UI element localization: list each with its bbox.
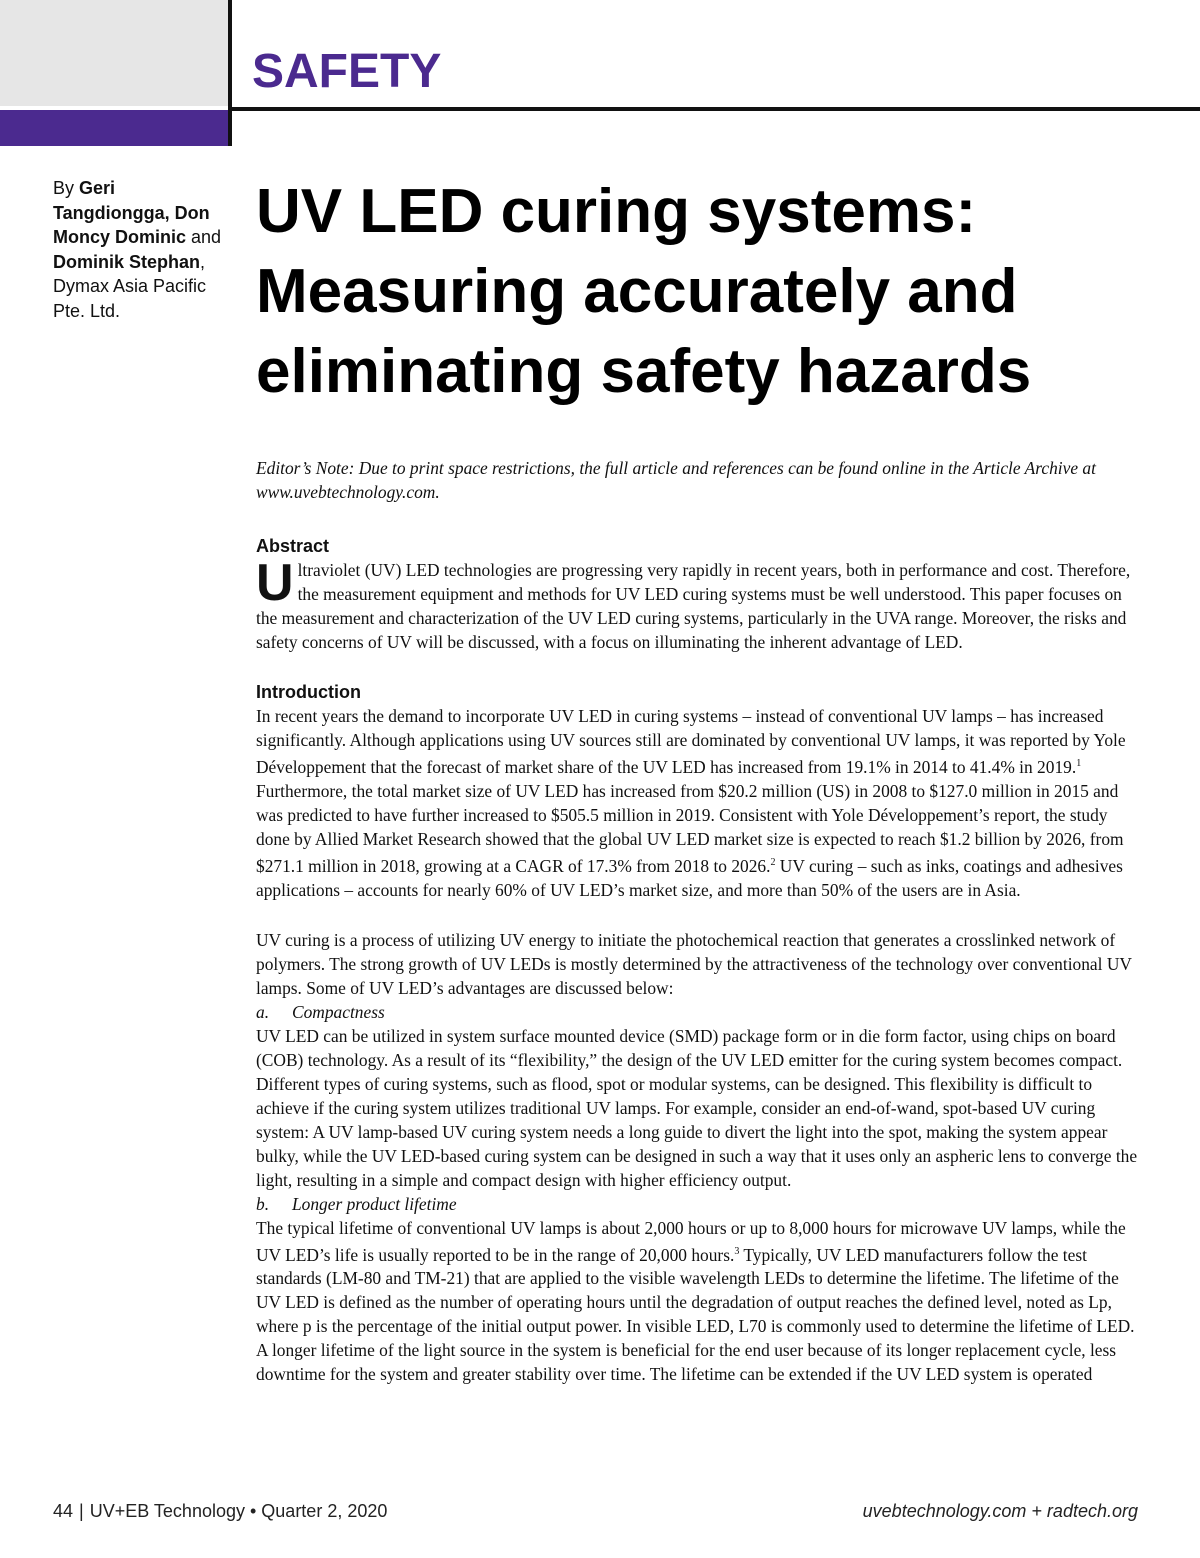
introduction-heading: Introduction	[256, 682, 361, 702]
page-number: 44	[53, 1501, 74, 1521]
header-horizontal-rule	[232, 107, 1200, 111]
header-grey-block	[0, 0, 228, 106]
byline-author-2: Dominik Stephan	[53, 251, 201, 272]
abstract-text: ltraviolet (UV) LED technologies are progressing very rapidly in recent years, both in performance and cost. Therefore, the measurement equipment and methods for UV LED curing systems must be well understood. This paper focuses on the measurement and characterization of the UV LED curing systems, particularly in the UVA range. Moreover, the risks and safety concerns of UV will be discussed, with a focus on illuminating the inherent advantage of LED.	[256, 560, 1131, 652]
subsection-a-title: Compactness	[292, 1001, 385, 1022]
footnote-ref-1: 1	[1076, 758, 1082, 769]
subsection-b-title: Longer product lifetime	[292, 1193, 457, 1214]
intro-p4-text-a: The typical lifetime of conventional UV lamps is about 2,000 hours or up to 8,000 hours for microwave UV lamps, while the UV LED’s life is usually reported to be in the range of 20,000 hours.	[256, 1217, 1126, 1265]
intro-p1-text-b: Furthermore, the total market size of UV LED has increased from $20.2 million (US) in 2008 to $127.0 million in 2015 and was predicted to have further increased to $505.5 million in 2019. Consistent with Yole Développement’s report, the study done by Allied Market Research showed that the global UV LED market size is expected to reach $1.2 billion by 2026, from $271.1 million in 2018, growing at a CAGR of 17.3% from 2018 to 2026.	[256, 780, 1124, 876]
footnote-ref-3: 3	[734, 1245, 740, 1257]
intro-paragraph-3: UV LED can be utilized in system surface mounted device (SMD) package form or in die form factor, using chips on board (COB) technology. As a result of its “flexibility,” the design of the UV LED emitter for the curing system becomes compact. Different types of curing systems, such as flood, spot or modular systems, can be designed. This flexibility is difficult to achieve if the curing system utilizes traditional UV lamps. For example, consider an end-of-wand, spot-based UV curing system: A UV lamp-based UV curing system needs a long guide to divert the light into the spot, making the system appear bulky, while the UV LED-based curing system can be designed in such a way that it uses only an aspheric lens to converge the light, resulting in a simple and compact design with higher efficiency output.	[256, 1025, 1138, 1190]
intro-p1-text-a: In recent years the demand to incorporate UV LED in curing systems – instead of conventional UV lamps – has increased significantly. Although applications using UV sources still are dominated by conventional UV lamps, it was reported by Yole Développement that the forecast of market share of the UV LED has increased from 19.1% in 2014 to 41.4% in 2019.	[256, 706, 1126, 777]
publication-name: UV+EB Technology • Quarter 2, 2020	[89, 1501, 388, 1521]
subsection-b-label: b.	[256, 1193, 270, 1214]
footer-left	[53, 1499, 387, 1523]
header-accent-bar	[0, 110, 228, 146]
byline-conjunction: and	[191, 227, 222, 247]
drop-cap: U	[256, 554, 294, 612]
subsection-a-label: a.	[256, 1001, 270, 1022]
intro-p1-text-c: UV curing – such as inks, coatings and adhesives applications – accounts for nearly 60% of UV LED’s market size, and more than 50% of the users are in Asia.	[256, 855, 1123, 900]
section-label: SAFETY	[252, 45, 442, 98]
byline-prefix: By	[53, 178, 75, 198]
editor-note: Editor’s Note: Due to print space restrictions, the full article and references can be found online in the Article Archive at www.uvebtechnology.com.	[256, 458, 1096, 502]
footnote-ref-2: 2	[770, 856, 776, 868]
subsection-b-heading	[256, 1192, 1140, 1216]
byline-author-1: Geri Tangdiongga, Don Moncy Dominic	[53, 178, 210, 247]
subsection-a-heading	[256, 1000, 1140, 1024]
footer-separator: |	[79, 1501, 84, 1521]
abstract-paragraph	[256, 554, 1140, 654]
intro-paragraph-4	[256, 1216, 1140, 1387]
byline-affiliation: , Dymax Asia Pacific Pte. Ltd.	[53, 251, 207, 321]
intro-p4-text-b: Typically, UV LED manufacturers follow the test standards (LM-80 and TM-21) that are applied to the visible wavelength LEDs to determine the lifetime. The lifetime of the UV LED is defined as the number of operating hours until the degradation of output reaches the defined level, noted as Lp, where p is the percentage of the initial output power. In visible LED, L70 is commonly used to determine the lifetime of LED. A longer lifetime of the light source in the system is beneficial for the end user because of its longer replacement cycle, less downtime for the system and greater stability over time. The lifetime can be extended if the UV LED system is operated	[256, 1244, 1135, 1385]
article-title: UV LED curing systems: Measuring accurately and eliminating safety hazards	[256, 177, 1032, 406]
header-vertical-rule	[228, 0, 232, 146]
abstract-heading: Abstract	[256, 536, 330, 556]
footer-websites: uvebtechnology.com + radtech.org	[862, 1501, 1138, 1521]
intro-paragraph-1	[256, 704, 1140, 902]
intro-paragraph-2: UV curing is a process of utilizing UV energy to initiate the photochemical reaction that generates a crosslinked network of polymers. The strong growth of UV LEDs is mostly determined by the attractiveness of the technology over conventional UV lamps. Some of UV LED’s advantages are discussed below:	[256, 929, 1132, 998]
byline	[53, 176, 233, 323]
article-body	[256, 456, 1140, 1386]
